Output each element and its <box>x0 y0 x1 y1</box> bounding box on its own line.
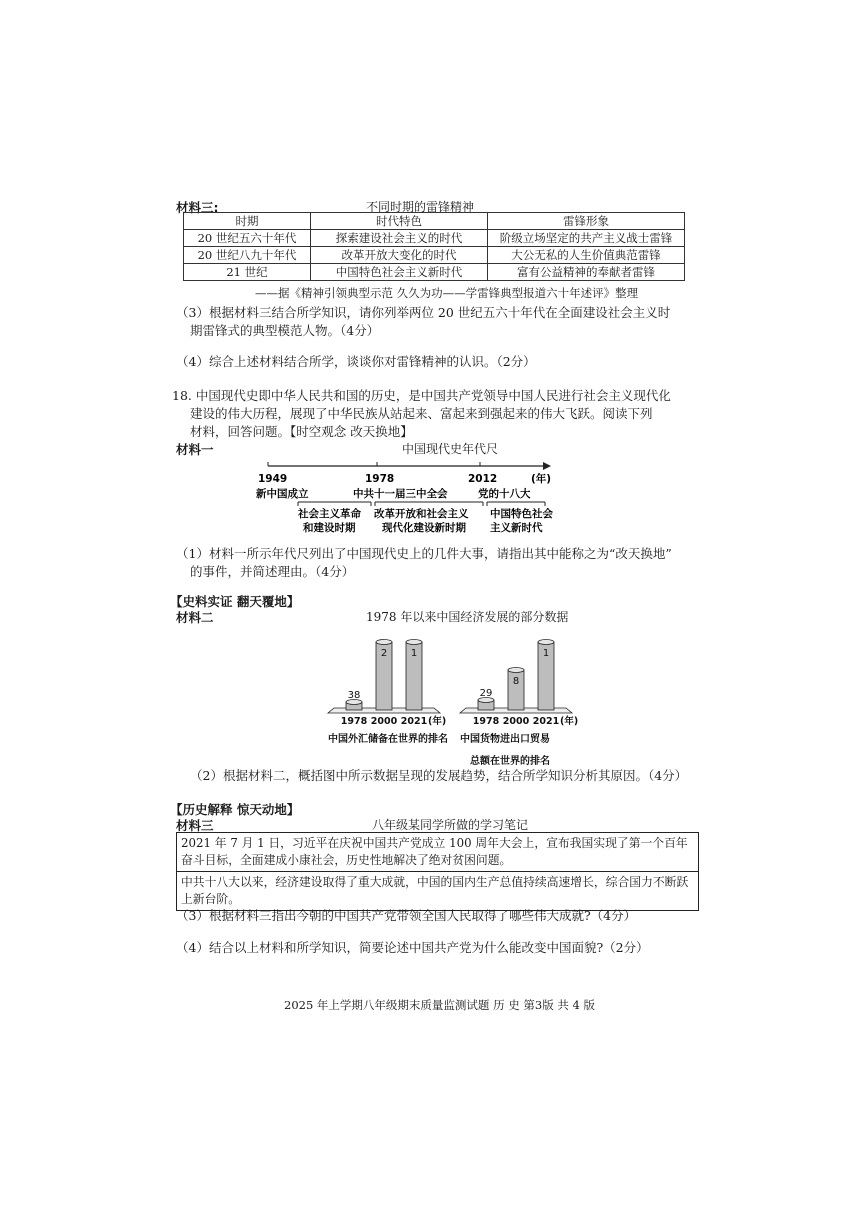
table-cell: 改革开放大变化的时代 <box>311 247 488 264</box>
table-source: ——据《精神引领典型示范 久久为功——学雷锋典型报道六十年述评》整理 <box>255 286 639 300</box>
chart-title: 1978 年以来中国经济发展的部分数据 <box>366 610 569 624</box>
timeline-title: 中国现代史年代尺 <box>402 442 499 456</box>
event-label: 中共十一届三中全会 <box>353 488 448 500</box>
chart-bar-top <box>538 640 554 645</box>
chart-tick-label: 2000 <box>370 716 398 727</box>
table-cell: 20 世纪八九十年代 <box>184 247 311 264</box>
chart-bar-top <box>376 640 392 645</box>
chart-tick-label: 1978 <box>340 716 368 727</box>
chart-axis-unit: (年) <box>428 716 447 727</box>
table-cell: 大公无私的人生价值典范雷锋 <box>488 247 685 264</box>
chart-tick-label: 2000 <box>502 716 530 727</box>
chart-data-label: 1 <box>542 648 550 659</box>
material-label: 材料一 <box>176 442 214 457</box>
event-label: 新中国成立 <box>256 488 309 500</box>
year-label: 2012 <box>468 473 498 485</box>
question-3b: （3）根据材料三指出今朝的中国共产党带领全国人民取得了哪些伟大成就?（4分） <box>176 908 637 923</box>
table-cell: 阶级立场坚定的共产主义战士雷锋 <box>488 230 685 247</box>
chart-data-label: 1 <box>410 648 418 659</box>
table-cell: 20 世纪五六十年代 <box>184 230 311 247</box>
period-label: 和建设时期 <box>303 522 356 534</box>
table-header: 时代特色 <box>311 213 488 230</box>
table-row <box>184 247 685 264</box>
section-heading: 【历史解释 惊天动地】 <box>170 802 300 817</box>
chart-tick-label: 1978 <box>472 716 500 727</box>
forex-rank-chart <box>328 640 448 746</box>
chart-data-label: 38 <box>347 690 361 701</box>
period-label: 现代化建设新时期 <box>382 522 466 534</box>
table-header: 雷锋形象 <box>488 213 685 230</box>
question-18-intro-2: 建设的伟大历程，展现了中华民族从站起来、富起来到强起来的伟大飞跃。阅读下列 <box>190 406 653 421</box>
chart-data-label: 8 <box>512 676 520 687</box>
chart-axis-unit: (年) <box>560 716 579 727</box>
notes-paragraph: 中共十八大以来，经济建设取得了重大成就，中国的国内生产总值持续高速增长，综合国力不断跃上新台阶。 <box>177 871 698 910</box>
question-18-intro: 18. 中国现代史即中华人民共和国的历史，是中国共产党领导中国人民进行社会主义现代化 <box>172 388 671 403</box>
leifeng-table <box>183 212 685 281</box>
year-label: 1949 <box>258 473 288 485</box>
period-label: 社会主义革命 <box>298 508 361 520</box>
period-label: 中国特色社会 <box>490 508 553 520</box>
notes-paragraph: 2021 年 7 月 1 日，习近平在庆祝中国共产党成立 100 周年大会上，宣布我国实现了第一个百年奋斗目标，全面建成小康社会，历史性地解决了绝对贫困问题。 <box>181 836 688 867</box>
question-4a: （4）综合上述材料结合所学，谈谈你对雷锋精神的认识。（2分） <box>176 354 536 369</box>
rank-charts <box>320 622 590 772</box>
chart-caption: 总额在世界的排名 <box>470 756 550 767</box>
year-unit-label: (年) <box>531 473 552 485</box>
chart-data-label: 2 <box>380 648 388 659</box>
chart-tick-label: 2021 <box>532 716 560 727</box>
table-row <box>184 230 685 247</box>
period-label: 主义新时代 <box>490 522 543 534</box>
table-header: 时期 <box>184 213 311 230</box>
table-header-row <box>184 213 685 230</box>
chart-bar-top <box>406 640 422 645</box>
chart-data-label: 29 <box>479 688 493 699</box>
material-label: 材料三 <box>176 818 214 833</box>
chart-caption: 中国外汇储备在世界的排名 <box>328 734 448 745</box>
material-label: 材料三: <box>176 200 219 215</box>
table-row <box>184 264 685 281</box>
chart-tick-label: 2021 <box>400 716 428 727</box>
question-2: （2）根据材料二，概括图中所示数据呈现的发展趋势，结合所学知识分析其原因。（4分） <box>190 768 688 783</box>
notes-title: 八年级某同学所做的学习笔记 <box>372 818 529 832</box>
page-footer: 2025 年上学期八年级期末质量监测试题 历 史 第3版 共 4 版 <box>284 998 595 1012</box>
question-3a-cont: 期雷锋式的典型模范人物。（4分） <box>190 323 380 338</box>
period-label: 改革开放和社会主义 <box>374 508 469 520</box>
chart-caption: 中国货物进出口贸易 <box>460 734 550 745</box>
year-label: 1978 <box>365 473 395 485</box>
question-1-cont: 的事件，并简述理由。（4分） <box>190 564 355 579</box>
table-cell: 中国特色社会主义新时代 <box>311 264 488 281</box>
table-cell: 富有公益精神的奉献者雷锋 <box>488 264 685 281</box>
table-cell: 探索建设社会主义的时代 <box>311 230 488 247</box>
section-heading: 【史料实证 翻天覆地】 <box>170 594 300 609</box>
question-1: （1）材料一所示年代尺列出了中国现代史上的几件大事，请指出其中能称之为“改天换地” <box>176 546 672 561</box>
trade-rank-chart <box>460 640 578 768</box>
study-notes-box <box>176 832 699 911</box>
question-4b: （4）结合以上材料和所学知识，简要论述中国共产党为什么能改变中国面貌?（2分） <box>176 940 649 955</box>
chart-bar-top <box>508 668 524 673</box>
question-18-intro-3: 材料，回答问题。【时空观念 改天换地】 <box>190 424 413 439</box>
table-cell: 21 世纪 <box>184 264 311 281</box>
timeline-ruler <box>240 458 570 538</box>
table-title: 不同时期的雷锋精神 <box>366 200 475 214</box>
question-3a: （3）根据材料三结合所学知识，请你列举两位 20 世纪五六十年代在全面建设社会主义时 <box>176 305 671 320</box>
event-label: 党的十八大 <box>478 488 531 500</box>
material-label: 材料二 <box>176 610 214 625</box>
